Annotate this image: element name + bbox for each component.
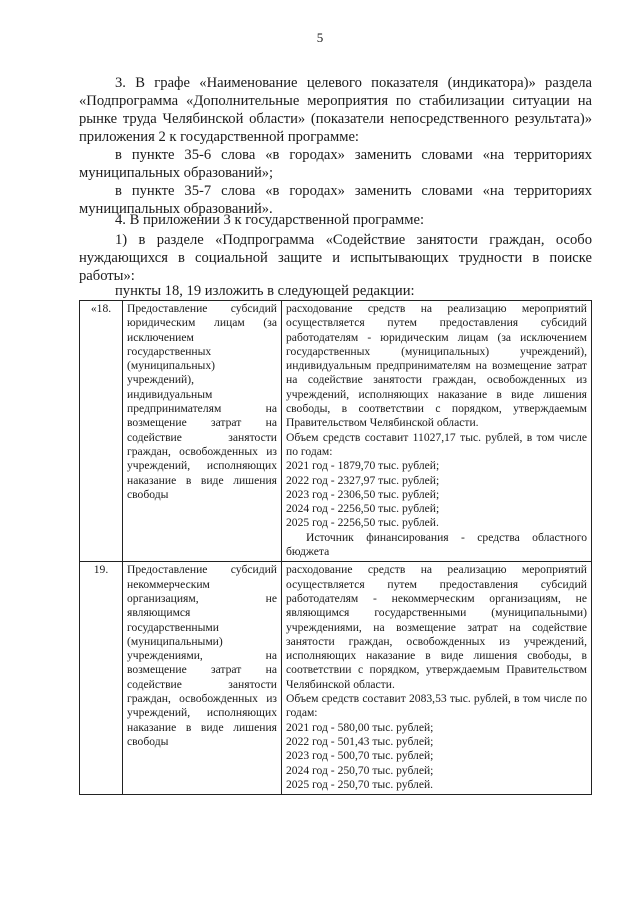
funding-total: Объем средств составит 2083,53 тыс. рублей, в том числе по годам: bbox=[286, 692, 587, 720]
paragraph-item-4 bbox=[79, 211, 592, 229]
funding-year: 2021 год - 580,00 тыс. рублей; bbox=[286, 720, 434, 734]
paragraph-text: 4. В приложении 3 к государственной программе: bbox=[115, 212, 425, 228]
table-row bbox=[80, 301, 592, 562]
funding-total: Объем средств составит 11027,17 тыс. рублей, в том числе по годам: bbox=[286, 430, 587, 458]
measure-description bbox=[282, 301, 592, 562]
page-number: 5 bbox=[316, 30, 324, 45]
amendment-table bbox=[79, 300, 592, 795]
row-number: «18. bbox=[80, 301, 123, 562]
paragraph-subitem-1 bbox=[79, 231, 592, 285]
funding-year: 2023 год - 2306,50 тыс. рублей; bbox=[286, 487, 440, 501]
funding-year: 2021 год - 1879,70 тыс. рублей; bbox=[286, 459, 440, 473]
funding-year: 2022 год - 2327,97 тыс. рублей; bbox=[286, 473, 440, 487]
measure-name: Предоставление субсидий юридическим лицам (за исключением государственных (муниципальных) учреждений), индивидуальным предпринимателям на возмещение затрат на содействие занятости граждан, освобожденных из учреждений, исполняющих наказание в виде лишения свободы bbox=[123, 301, 282, 562]
description-text: расходование средств на реализацию мероприятий осуществляется путем предоставления субсидий работодателям - юридическим лицам (за исключением государственных (муниципальных) учреждений), индивидуальным предпринимателям на возмещение затрат на содействие занятости граждан, освобожденных из учреждений, исполняющих наказание в виде лишения свободы, в соответствии с порядком, утверждаемым Правительством Челябинской области. bbox=[286, 302, 587, 430]
funding-year: 2025 год - 2256,50 тыс. рублей. bbox=[286, 516, 439, 530]
funding-year: 2024 год - 250,70 тыс. рублей; bbox=[286, 763, 434, 777]
paragraph-text: пункты 18, 19 изложить в следующей редакции: bbox=[115, 283, 415, 299]
funding-year: 2025 год - 250,70 тыс. рублей. bbox=[286, 777, 434, 791]
funding-year: 2024 год - 2256,50 тыс. рублей; bbox=[286, 502, 440, 516]
paragraph-text: в пункте 35-7 слова «в городах» заменить словами «на территориях муниципальных образований». bbox=[79, 183, 592, 217]
paragraph-points-intro bbox=[79, 282, 592, 300]
funding-year: 2022 год - 501,43 тыс. рублей; bbox=[286, 734, 434, 748]
paragraph-point-35-6 bbox=[79, 146, 592, 182]
paragraph-text: в пункте 35-6 слова «в городах» заменить словами «на территориях муниципальных образований»; bbox=[79, 147, 592, 181]
paragraph-text: 3. В графе «Наименование целевого показателя (индикатора)» раздела «Подпрограмма «Дополнительные мероприятия по стабилизации ситуации на рынке труда Челябинской области» (показатели непосредственного результата)» приложения 2 к государственной программе: bbox=[79, 75, 592, 145]
funding-source: Источник финансирования - средства областного бюджета bbox=[286, 530, 587, 559]
table-row bbox=[80, 562, 592, 795]
paragraph-text: 1) в разделе «Подпрограмма «Содействие занятости граждан, особо нуждающихся в социальной защите и испытывающих трудности в поиске работы»: bbox=[79, 232, 592, 284]
paragraph-item-3 bbox=[79, 74, 592, 146]
measure-description bbox=[282, 562, 592, 795]
funding-year: 2023 год - 500,70 тыс. рублей; bbox=[286, 749, 434, 763]
row-number: 19. bbox=[80, 562, 123, 795]
measure-name: Предоставление субсидий некоммерческим организациям, не являющимся государственными (муниципальными) учреждениями, на возмещение затрат на содействие занятости граждан, освобожденных из учреждений, исполняющих наказание в виде лишения свободы bbox=[123, 562, 282, 795]
description-text: расходование средств на реализацию мероприятий осуществляется путем предоставления субсидий работодателям - некоммерческим организациям, не являющимся государственными (муниципальными) учреждениями, на возмещение затрат на содействие занятости граждан, освобожденных из учреждений, исполняющих наказание в виде лишения свободы, в соответствии с порядком, утверждаемым Правительством Челябинской области. bbox=[286, 563, 587, 691]
